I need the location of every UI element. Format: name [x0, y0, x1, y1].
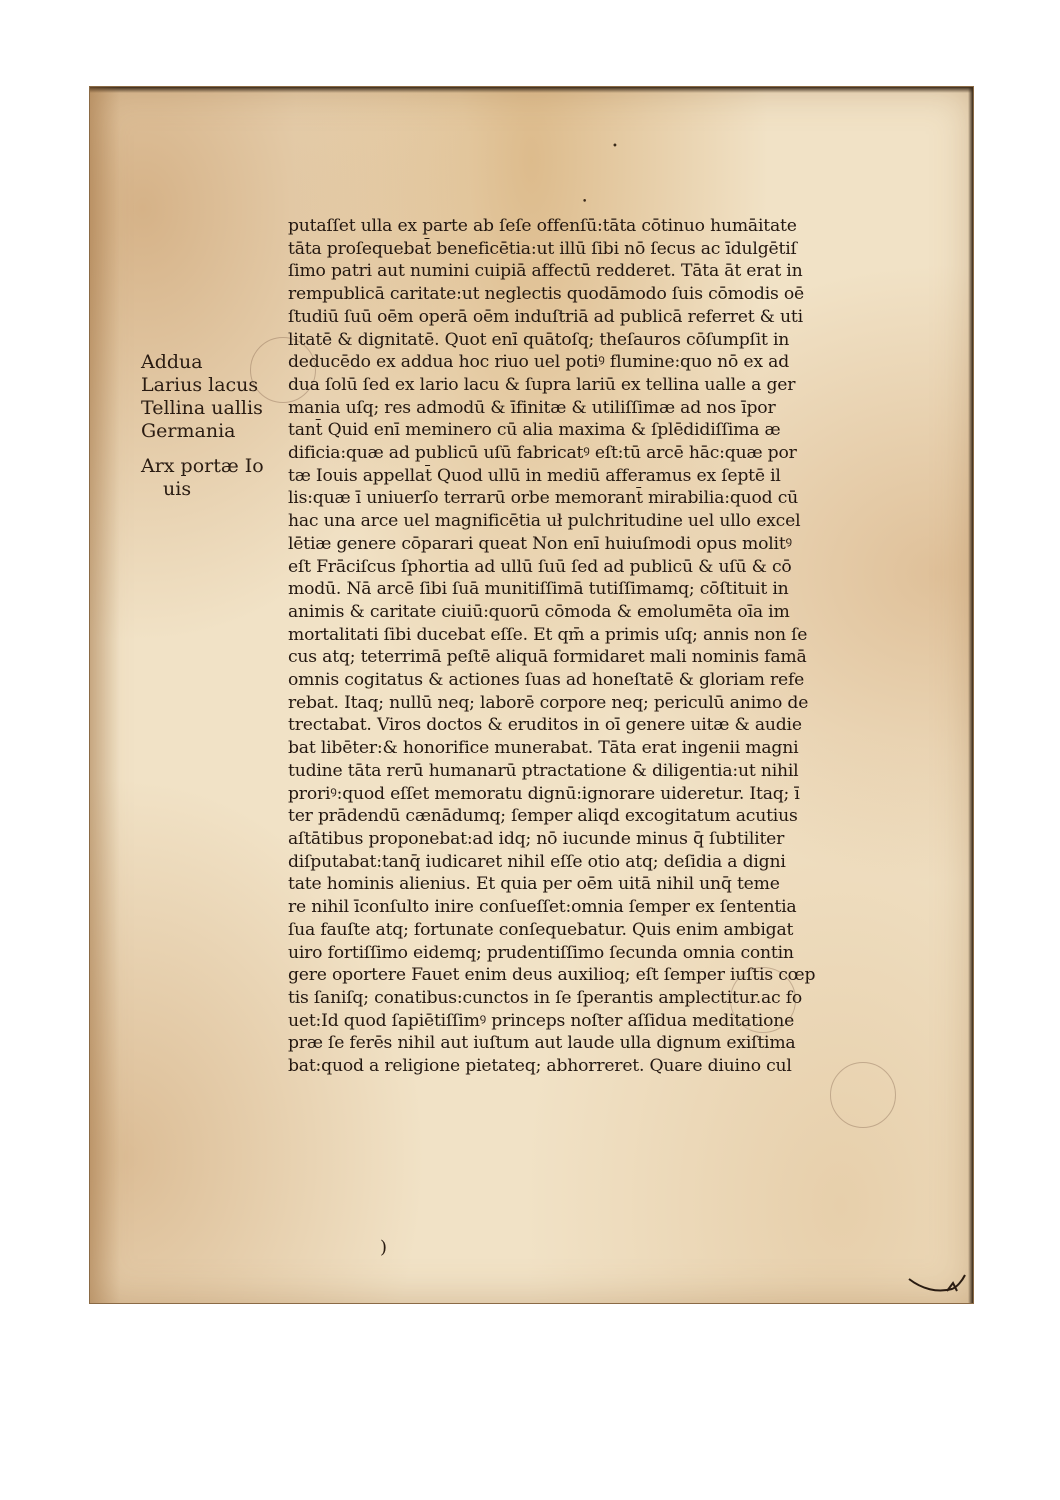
margin-note-tellina-uallis: Tellina uallis [141, 397, 263, 419]
margin-note-larius-lacus: Larius lacus [141, 374, 259, 396]
margin-note-addua: Addua [141, 351, 203, 373]
text-line: rempublicā caritate:ut neglectis quodāmodo ſuis cōmodis oē [288, 284, 805, 305]
text-line: diſputabat:tanq̄ iudicaret nihil eſſe otio atq; deſidia a digni [288, 851, 786, 872]
text-line: trectabat. Viros doctos & eruditos in oī genere uitæ & audie [288, 715, 802, 736]
text-line: ſtudiū ſuū oēm operā oēm induſtriā ad publicā referret & uti [288, 306, 803, 327]
text-line: gere oportere Fauet enim deus auxilioq; eſt ſemper iuſtis cœp [288, 965, 816, 986]
text-line: mortalitati ſibi ducebat eſſe. Et qm̄ a primis uſq; annis non ſe [288, 624, 808, 645]
text-line: ſimo patri aut numini cuipiā affectū redderet. Tāta āt erat in [288, 261, 803, 282]
text-line: uiro fortiſſimo eidemq; prudentiſſimo ſecunda omnia contin [288, 942, 794, 963]
text-line: modū. Nā arcē ſibi ſuā munitiſſimā tutiſſimamq; cōſtituit in [288, 579, 789, 600]
text-line: mania uſq; res admodū & īfinitæ & utiliſſimæ ad nos īpor [288, 397, 776, 418]
text-line: tant̄ Quid enī meminero cū alia maxima & ſplēdidiſſima æ [288, 420, 781, 441]
text-line: omnis cogitatus & actiones ſuas ad honeſtatē & gloriam refe [288, 670, 805, 691]
text-line: rebat. Itaq; nullū neq; laborē corpore neq; periculū animo de [288, 692, 809, 713]
text-line: uet:Id quod ſapiētiſſimꝰ princeps noſter aſſidua meditatione [288, 1010, 795, 1031]
binding-stain [90, 87, 120, 1303]
text-line: re nihil īconſulto inire conſueſſet:omnia ſemper ex ſententia [288, 897, 797, 918]
ink-mark: ) [380, 1237, 388, 1258]
text-line: tudine tāta rerū humanarū ptractatione & diligentia:ut nihil [288, 760, 799, 781]
text-line: præ ſe ferēs nihil aut iuſtum aut laude ulla dignum exiſtima [288, 1033, 796, 1054]
text-line: ſua fauſte atq; fortunate conſequebatur. Quis enim ambigat [288, 919, 794, 940]
page-top-edge [90, 87, 973, 93]
ink-speck: • [582, 197, 588, 207]
margin-gap [141, 443, 291, 455]
margin-note-germania: Germania [141, 420, 236, 442]
margin-note-iouis: uis [163, 478, 192, 500]
text-line: animis & caritate ciuiū:quorū cōmoda & emolumēta oīa im [288, 601, 790, 622]
text-line: lis:quæ ī uniuerſo terrarū orbe memorant̄ mirabilia:quod cū [288, 488, 799, 509]
text-line: dua ſolū ſed ex lario lacu & ſupra lariū ex tellina ualle a ger [288, 374, 796, 395]
text-line: hac una arce uel magnificētia uł pulchritudine uel ullo excel [288, 511, 801, 532]
main-text-block [288, 215, 888, 1078]
text-line: bat libēter:& honorifice munerabat. Tāta erat ingenii magni [288, 738, 799, 759]
margin-note-arx-portae: Arx portæ Io [141, 455, 264, 477]
text-line: putaſſet ulla ex parte ab ſeſe offenſū:tāta cōtinuo humāitate [288, 216, 797, 236]
page-right-edge [968, 87, 973, 1303]
text-line: lētiæ genere cōparari queat Non enī huiuſmodi opus molitꝰ [288, 533, 792, 554]
text-line: tāta proſequebat̄ beneficētia:ut illū ſibi nō ſecus ac īdulgētiſ [288, 238, 797, 259]
text-line: cus atq; teterrimā peſtē aliquā formidaret mali nominis famā [288, 647, 807, 668]
text-line: aſtātibus proponebat:ad idq; nō iucunde minus q̄ ſubtiliter [288, 828, 785, 849]
text-line: bat:quod a religione pietateq; abhorreret. Quare diuino cul [288, 1056, 792, 1077]
text-line: dificia:quæ ad publicū uſū fabricatꝰ eſt:tū arcē hāc:quæ por [288, 443, 797, 464]
ink-speck: • [612, 141, 618, 152]
text-line: eſt Frāciſcus ſphortia ad ullū ſuū ſed ad publicū & uſū & cō [288, 556, 792, 577]
text-line: ter prādendū cænādumq; ſemper aliqd excogitatum acutius [288, 806, 798, 827]
pen-flourish-mark [907, 1269, 967, 1299]
text-line: litatē & dignitatē. Quot enī quātoſq; theſauros cōſumpſit in [288, 329, 790, 350]
text-line: tæ Iouis appellat̄ Quod ullū in mediū afferamus ex ſeptē il [288, 465, 781, 486]
text-line: proriꝰ:quod eſſet memoratu dignū:ignorare uideretur. Itaq; ī [288, 783, 800, 804]
text-line: tis ſaniſq; conatibus:cunctos in ſe ſperantis amplectitur.ac fo [288, 987, 803, 1008]
text-line: deducēdo ex addua hoc riuo uel potiꝰ flumine:quo nō ex ad [288, 352, 789, 373]
text-line: tate hominis alienius. Et quia per oēm uitā nihil unq̄ teme [288, 874, 780, 895]
scanned-page [89, 86, 974, 1304]
margin-notes [141, 351, 291, 501]
